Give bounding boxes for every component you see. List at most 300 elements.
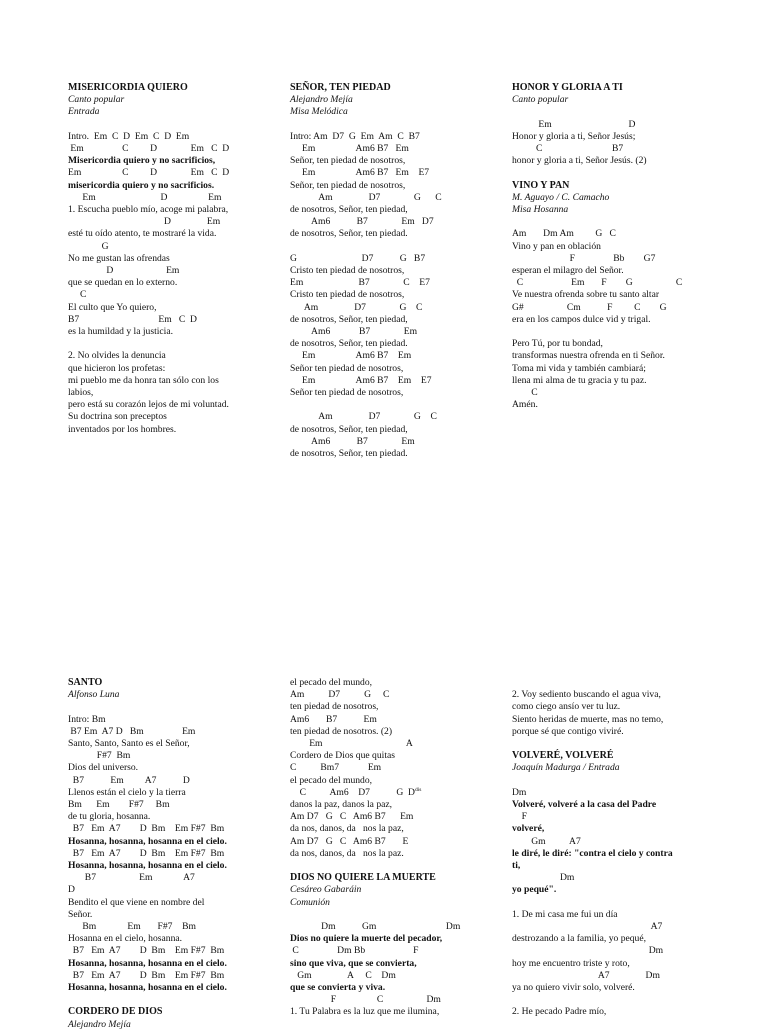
line-text: DIOS NO QUIERE LA MUERTE <box>290 872 436 884</box>
line-text: MISERICORDIA QUIERO <box>68 82 188 93</box>
song-line <box>68 714 294 726</box>
song-line <box>290 701 516 713</box>
song-line <box>68 726 294 738</box>
line-text: B7 Em A7 <box>68 872 195 884</box>
line-text: B7 Em A7 D Bm Em F#7 Bm <box>68 823 225 835</box>
line-text: Am D7 G C <box>290 301 423 313</box>
song-line <box>290 143 516 155</box>
song-credit <box>68 1019 294 1031</box>
song-line <box>68 897 294 909</box>
song-line <box>512 265 738 277</box>
song-line <box>68 424 294 436</box>
song-line <box>290 302 516 314</box>
song-credit <box>290 897 516 909</box>
song-line <box>290 192 516 204</box>
song-line <box>290 363 516 375</box>
line-text: D <box>68 884 75 896</box>
line-text: G <box>68 240 109 252</box>
song-line <box>290 762 516 774</box>
song-line <box>290 387 516 399</box>
line-text: Alejandro Mejía <box>68 1018 131 1030</box>
song-line <box>290 970 516 982</box>
song-title <box>290 872 516 884</box>
line-text: Bendito el que viene en nombre del <box>68 896 205 908</box>
song-line <box>512 350 738 362</box>
line-text: D Em <box>68 265 180 277</box>
line-text: Señor ten piedad de nosotros, <box>290 387 404 399</box>
line-text: F <box>512 811 527 823</box>
song-line <box>290 424 516 436</box>
song-line <box>68 860 294 872</box>
chord-superscript: dis <box>415 786 422 793</box>
song-line <box>512 131 738 143</box>
line-text: C <box>512 387 538 399</box>
line-text: Comunión <box>290 896 330 908</box>
song-line <box>68 216 294 228</box>
song-title <box>512 750 738 762</box>
line-text: Dm <box>512 786 527 798</box>
line-text: Misericordia quiero y no sacrificios, <box>68 155 216 167</box>
line-text: Am D7 G C Am6 B7 E <box>290 835 409 847</box>
line-text: VOLVERÉ, VOLVERÉ <box>512 750 614 762</box>
song-credit <box>68 94 294 106</box>
spacer <box>512 216 738 228</box>
song-line <box>290 738 516 750</box>
song-line <box>512 277 738 289</box>
song-line <box>290 677 516 689</box>
spacer <box>512 897 738 909</box>
song-line <box>512 970 738 982</box>
column-top-middle <box>290 82 516 460</box>
song-line <box>512 689 738 701</box>
line-text: Cristo ten piedad de nosotros, <box>290 265 405 277</box>
line-text: volveré, <box>512 823 545 835</box>
song-line <box>290 350 516 362</box>
line-text: como ciego ansío ver tu luz. <box>512 701 621 713</box>
line-text: de nosotros, Señor, ten piedad. <box>290 338 408 350</box>
song-line <box>512 799 738 811</box>
song-title <box>68 1006 294 1018</box>
line-text: de nosotros, Señor, ten piedad, <box>290 423 408 435</box>
song-line <box>512 958 738 970</box>
song-line <box>290 277 516 289</box>
song-line <box>68 314 294 326</box>
line-text: Honor y gloria a ti, Señor Jesús; <box>512 130 636 142</box>
song-line <box>68 265 294 277</box>
song-line <box>68 970 294 982</box>
line-text: El culto que Yo quiero, <box>68 301 157 313</box>
song-line <box>290 448 516 460</box>
line-text: Em Am6 B7 Em E7 <box>290 167 430 179</box>
line-text: pero está su corazón lejos de mi voluntad. <box>68 399 229 411</box>
song-line <box>68 921 294 933</box>
song-credit <box>68 106 294 118</box>
song-line <box>290 982 516 994</box>
line-text: B7 Em A7 D Bm Em F#7 Bm <box>68 847 225 859</box>
song-line <box>512 387 738 399</box>
song-credit <box>68 689 294 701</box>
song-line <box>290 436 516 448</box>
song-line <box>512 253 738 265</box>
line-text: C Em F G C <box>512 277 683 289</box>
song-line <box>68 167 294 179</box>
song-line <box>512 872 738 884</box>
line-text: que se quedan en lo externo. <box>68 277 178 289</box>
song-line <box>512 909 738 921</box>
song-line <box>290 265 516 277</box>
song-line <box>68 811 294 823</box>
spacer <box>68 701 294 713</box>
line-text: SANTO <box>68 677 103 688</box>
song-line <box>68 884 294 896</box>
line-text: mi pueblo me da honra tan sólo con los <box>68 374 219 386</box>
line-text: Señor, ten piedad de nosotros, <box>290 179 406 191</box>
song-line <box>512 143 738 155</box>
line-text: VINO Y PAN <box>512 179 570 191</box>
song-line <box>68 982 294 994</box>
line-text: sino que viva, que se convierta, <box>290 957 417 969</box>
song-line <box>68 775 294 787</box>
line-text: Joaquín Madurga / Entrada <box>512 762 620 774</box>
song-line <box>290 253 516 265</box>
line-text: F#7 Bm <box>68 750 131 762</box>
song-line <box>68 277 294 289</box>
line-text: esperan el milagro del Señor. <box>512 265 624 276</box>
song-line <box>290 921 516 933</box>
song-line <box>68 738 294 750</box>
line-text: SEÑOR, TEN PIEDAD <box>290 82 391 93</box>
line-text: Amén. <box>512 399 538 411</box>
song-line <box>512 982 738 994</box>
song-line <box>68 180 294 192</box>
line-text: el pecado del mundo, <box>290 774 373 786</box>
song-line <box>68 228 294 240</box>
song-line <box>512 228 738 240</box>
line-text: Su doctrina son preceptos <box>68 411 167 423</box>
spacer <box>512 994 738 1006</box>
song-line <box>512 363 738 375</box>
line-text: Misa Melódica <box>290 106 348 118</box>
song-line <box>68 387 294 399</box>
song-line <box>290 411 516 423</box>
line-text: Dios del universo. <box>68 762 139 774</box>
song-line <box>68 155 294 167</box>
line-text: Cesáreo Gabaráin <box>290 884 362 896</box>
song-line <box>290 787 516 799</box>
line-text: Gm A C Dm <box>290 969 396 981</box>
song-line <box>290 167 516 179</box>
line-text: B7 Em A7 D <box>68 774 190 786</box>
song-line <box>68 399 294 411</box>
song-line <box>290 933 516 945</box>
line-text: Em D <box>512 118 636 130</box>
line-text: de nosotros, Señor, ten piedad, <box>290 313 408 325</box>
song-credit <box>512 204 738 216</box>
song-line <box>290 799 516 811</box>
line-text: C B7 <box>512 143 624 154</box>
song-line <box>68 253 294 265</box>
line-text: Canto popular <box>68 94 125 106</box>
line-text: Ve nuestra ofrenda sobre tu santo altar <box>512 289 660 301</box>
line-text: Hosanna en el cielo, hosanna. <box>68 933 183 945</box>
song-line <box>68 872 294 884</box>
song-line <box>512 921 738 933</box>
song-credit <box>512 94 738 106</box>
line-text: Vino y pan en oblación <box>512 240 601 252</box>
line-text: 2. He pecado Padre mío, <box>512 1006 607 1018</box>
line-text: 1. Escucha pueblo mío, acoge mi palabra, <box>68 204 229 216</box>
spacer <box>290 860 516 872</box>
line-text: Em C D Em C D <box>68 143 230 154</box>
line-text: Cristo ten piedad de nosotros, <box>290 289 405 301</box>
line-text: Hosanna, hosanna, hosanna en el cielo. <box>68 860 227 872</box>
song-line <box>290 836 516 848</box>
line-text: Dm Gm Dm <box>290 921 461 933</box>
line-text: No me gustan las ofrendas <box>68 252 170 264</box>
song-line <box>68 945 294 957</box>
line-text: hoy me encuentro triste y roto, <box>512 957 630 969</box>
line-text: B7 Em A7 D Bm Em F#7 Bm <box>68 945 225 957</box>
column-bottom-left <box>68 677 294 1031</box>
song-line <box>512 241 738 253</box>
song-line <box>290 338 516 350</box>
line-text: Canto popular <box>512 94 569 106</box>
line-text: Santo, Santo, Santo es el Señor, <box>68 738 190 749</box>
song-line <box>68 909 294 921</box>
line-text: le diré, le diré: "contra el cielo y contra <box>512 847 673 859</box>
song-line <box>68 958 294 970</box>
song-line <box>512 314 738 326</box>
song-line <box>290 204 516 216</box>
line-text: honor y gloria a ti, Señor Jesús. (2) <box>512 155 647 167</box>
song-line <box>512 933 738 945</box>
line-text: B7 Em C D <box>68 313 197 325</box>
song-line <box>68 350 294 362</box>
song-line <box>290 811 516 823</box>
line-text: C Am6 D7 G D <box>290 786 415 798</box>
line-text: Am D7 G C <box>290 411 437 423</box>
song-line <box>290 228 516 240</box>
line-text: Intro. Em C D Em C D Em <box>68 130 190 142</box>
column-bottom-right <box>512 677 738 1019</box>
line-text: yo pequé". <box>512 884 557 896</box>
line-text: 1. De mi casa me fui un día <box>512 908 618 920</box>
song-line <box>512 302 738 314</box>
song-title <box>290 82 516 94</box>
line-text: 1. Tu Palabra es la luz que me ilumina, <box>290 1006 440 1018</box>
line-text: Señor ten piedad de nosotros, <box>290 362 404 374</box>
line-text: 2. No olvides la denuncia <box>68 350 166 362</box>
spacer <box>512 677 738 689</box>
line-text: CORDERO DE DIOS <box>68 1006 163 1018</box>
song-line <box>68 375 294 387</box>
line-text: F C Dm <box>290 994 441 1006</box>
song-line <box>68 143 294 155</box>
song-line <box>290 375 516 387</box>
column-top-right <box>512 82 738 411</box>
song-line <box>512 787 738 799</box>
song-line <box>68 192 294 204</box>
line-text: Alejandro Mejía <box>290 94 353 106</box>
spacer <box>290 909 516 921</box>
song-line <box>512 811 738 823</box>
line-text: Misa Hosanna <box>512 204 569 215</box>
line-text: Pero Tú, por tu bondad, <box>512 338 603 350</box>
song-line <box>290 775 516 787</box>
song-line <box>290 689 516 701</box>
spacer <box>290 241 516 253</box>
song-line <box>512 399 738 411</box>
line-text: Alfonso Luna <box>68 689 120 701</box>
song-line <box>512 155 738 167</box>
song-line <box>290 714 516 726</box>
song-line <box>512 119 738 131</box>
line-text: C Bm7 Em <box>290 762 382 774</box>
song-title <box>68 677 294 689</box>
line-text: esté tu oído atento, te mostraré la vida. <box>68 228 217 240</box>
song-line <box>290 750 516 762</box>
line-text: danos la paz, danos la paz, <box>290 799 393 811</box>
song-line <box>290 958 516 970</box>
line-text: Bm Em F#7 Bm <box>68 799 170 811</box>
line-text: C <box>68 289 87 301</box>
line-text: Am D7 G C Am6 B7 Em <box>290 811 414 823</box>
song-line <box>512 726 738 738</box>
song-line <box>290 823 516 835</box>
line-text: 2. Voy sediento buscando el agua viva, <box>512 689 661 701</box>
line-text: Am D7 G C <box>290 689 390 701</box>
spacer <box>512 106 738 118</box>
line-text: Am6 B7 Em <box>290 435 415 447</box>
line-text: Am6 B7 Em D7 <box>290 216 434 228</box>
line-text: de tu gloria, hosanna. <box>68 811 151 823</box>
line-text: llena mi alma de tu gracia y tu paz. <box>512 374 647 386</box>
spacer <box>290 119 516 131</box>
line-text: ten piedad de nosotros, <box>290 701 379 713</box>
line-text: G# Cm F C G <box>512 301 667 313</box>
song-line <box>512 860 738 872</box>
song-line <box>68 823 294 835</box>
line-text: ten piedad de nosotros. (2) <box>290 725 393 737</box>
line-text: da nos, danos, da nos la paz, <box>290 823 404 835</box>
line-text: inventados por los hombres. <box>68 423 177 435</box>
line-text: Em D Em <box>68 191 222 203</box>
spacer <box>290 399 516 411</box>
line-text: el pecado del mundo, <box>290 677 373 688</box>
line-text: labios, <box>68 387 94 399</box>
line-text: destrozando a la familia, yo pequé, <box>512 933 646 945</box>
song-title <box>512 82 738 94</box>
line-text: Am D7 G C <box>290 191 442 203</box>
line-text: Volveré, volveré a la casa del Padre <box>512 798 657 810</box>
line-text: Bm Em F#7 Bm <box>68 921 196 933</box>
line-text: ya no quiero vivir solo, volveré. <box>512 982 635 994</box>
line-text: Em C D Em C D <box>68 167 230 179</box>
line-text: Gm A7 <box>512 835 581 847</box>
line-text: Em A <box>290 738 413 750</box>
song-line <box>290 314 516 326</box>
song-line <box>68 289 294 301</box>
line-text: Dm <box>512 872 575 884</box>
spacer <box>512 326 738 338</box>
song-line <box>290 726 516 738</box>
song-line <box>290 1006 516 1018</box>
line-text: G D7 G B7 <box>290 252 426 264</box>
song-line <box>512 823 738 835</box>
line-text: Dios no quiere la muerte del pecador, <box>290 933 443 945</box>
line-text: A7 <box>512 921 663 932</box>
line-text: da nos, danos, da nos la paz. <box>290 847 404 859</box>
song-line <box>290 216 516 228</box>
song-line <box>512 714 738 726</box>
song-credit <box>290 94 516 106</box>
line-text: Hosanna, hosanna, hosanna en el cielo. <box>68 982 227 994</box>
song-line <box>512 289 738 301</box>
line-text: Em Am6 B7 Em <box>290 143 409 154</box>
line-text: Em B7 C E7 <box>290 277 430 289</box>
song-line <box>68 131 294 143</box>
song-line <box>512 945 738 957</box>
line-text: es la humildad y la justicia. <box>68 326 173 338</box>
song-line <box>512 884 738 896</box>
song-line <box>512 338 738 350</box>
line-text: Siento heridas de muerte, mas no temo, <box>512 713 664 725</box>
line-text: ti, <box>512 860 521 871</box>
line-text: era en los campos dulce vid y trigal. <box>512 313 651 325</box>
spacer <box>68 119 294 131</box>
song-credit <box>512 762 738 774</box>
spacer <box>512 738 738 750</box>
line-text: B7 Em A7 D Bm Em F#7 Bm <box>68 969 225 981</box>
line-text: Am6 B7 Em <box>290 713 377 725</box>
line-text: Dm <box>512 945 664 957</box>
spacer <box>512 775 738 787</box>
line-text: Intro: Am D7 G Em Am C B7 <box>290 130 420 142</box>
line-text: A7 Dm <box>512 969 660 981</box>
song-line <box>68 848 294 860</box>
song-line <box>512 375 738 387</box>
song-title <box>68 82 294 94</box>
song-line <box>290 289 516 301</box>
line-text: misericordia quiero y no sacrificios. <box>68 179 215 191</box>
line-text: que hicieron los profetas: <box>68 362 166 374</box>
song-line <box>68 363 294 375</box>
song-line <box>290 180 516 192</box>
line-text: Señor. <box>68 908 93 920</box>
song-line <box>68 750 294 762</box>
song-line <box>68 799 294 811</box>
spacer <box>512 167 738 179</box>
line-text: Am6 B7 Em <box>290 326 418 338</box>
line-text: Intro: Bm <box>68 713 106 725</box>
line-text: Em Am6 B7 Em <box>290 350 412 362</box>
line-text: B7 Em A7 D Bm Em <box>68 725 196 737</box>
line-text: de nosotros, Señor, ten piedad, <box>290 204 408 216</box>
line-text: C Dm Bb F <box>290 945 419 957</box>
line-text: Señor, ten piedad de nosotros, <box>290 155 406 167</box>
line-text: Em Am6 B7 Em E7 <box>290 374 432 386</box>
song-line <box>68 787 294 799</box>
line-text: porque sé que contigo viviré. <box>512 725 624 737</box>
line-text: de nosotros, Señor, ten piedad. <box>290 228 408 240</box>
line-text: Hosanna, hosanna, hosanna en el cielo. <box>68 957 227 969</box>
song-line <box>512 848 738 860</box>
song-line <box>290 155 516 167</box>
song-line <box>68 302 294 314</box>
line-text: que se convierta y viva. <box>290 982 386 994</box>
song-line <box>290 131 516 143</box>
song-line <box>68 204 294 216</box>
